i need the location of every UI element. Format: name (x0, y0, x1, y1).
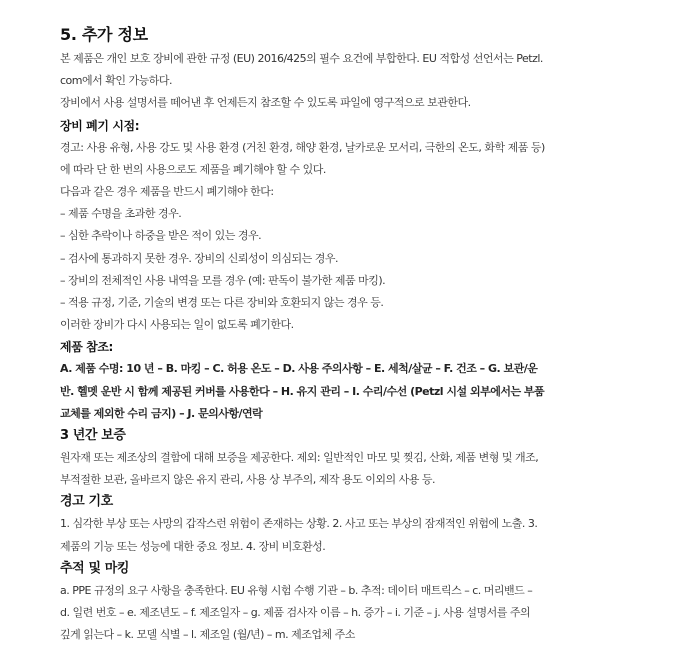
retirement-intro: 다음과 같은 경우 제품을 반드시 폐기해야 한다: (60, 185, 274, 199)
retirement-warning-line: 경고: 사용 유형, 사용 강도 및 사용 환경 (거친 환경, 해양 환경, 날카로운 모서리, 극한의 온도, 화학 제품 등) (60, 140, 545, 154)
intro-line: com에서 확인 가능하다. (60, 74, 172, 88)
retirement-warning-line: 에 따라 단 한 번의 사용으로도 제품을 폐기해야 할 수 있다. (60, 162, 326, 176)
traceability-line: a. PPE 규정의 요구 사항을 충족한다. EU 유형 시험 수행 기관 – b. 추적: 데이터 매트릭스 – c. 머리밴드 – (60, 583, 533, 597)
product-reference-heading: 제품 참조: (60, 340, 113, 355)
retirement-case: – 제품 수명을 초과한 경우. (60, 207, 182, 221)
product-reference-line: 교체를 제외한 수리 금지) – J. 문의사항/연락 (60, 406, 263, 420)
product-reference-line: A. 제품 수명: 10 년 – B. 마킹 – C. 허용 온도 – D. 사용 주의사항 – E. 세척/살균 – F. 건조 – G. 보관/운 (60, 362, 538, 376)
section-title: 5. 추가 정보 (60, 25, 148, 44)
traceability-line: d. 일련 번호 – e. 제조년도 – f. 제조일자 – g. 제품 검사자 이름 – h. 증가 – i. 기준 – j. 사용 설명서를 주의 (60, 606, 531, 620)
retirement-closing: 이러한 장비가 다시 사용되는 일이 없도록 폐기한다. (60, 318, 294, 332)
retirement-case: – 검사에 통과하지 못한 경우. 장비의 신뢰성이 의심되는 경우. (60, 251, 338, 265)
retirement-case: – 장비의 전체적인 사용 내역을 모를 경우 (예: 판독이 불가한 제품 마킹). (60, 273, 386, 287)
warning-symbols-line: 1. 심각한 부상 또는 사망의 갑작스런 위험이 존재하는 상황. 2. 사고 또는 부상의 잠재적인 위험에 노출. 3. (60, 517, 538, 531)
warning-symbols-heading: 경고 기호 (60, 494, 113, 510)
warning-symbols-line: 제품의 기능 또는 성능에 대한 중요 정보. 4. 장비 비호환성. (60, 539, 326, 553)
traceability-line: 깊게 읽는다 – k. 모델 식별 – l. 제조일 (월/년) – m. 제조업체 주소 (60, 628, 355, 642)
intro-line: 본 제품은 개인 보호 장비에 관한 규정 (EU) 2016/425의 필수 요건에 부합한다. EU 적합성 선언서는 Petzl. (60, 52, 543, 65)
warranty-line: 원자재 또는 제조상의 결함에 대해 보증을 제공한다. 제외: 일반적인 마모 및 찢김, 산화, 제품 변형 및 개조, (60, 451, 539, 465)
retirement-case: – 적용 규정, 기준, 기술의 변경 또는 다른 장비와 호환되지 않는 경우 등. (60, 296, 384, 310)
intro-line: 장비에서 사용 설명서를 떼어낸 후 언제든지 참조할 수 있도록 파일에 영구적으로 보관한다. (60, 96, 471, 110)
document-page (60, 24, 600, 646)
retirement-heading: 장비 폐기 시점: (60, 118, 140, 133)
retirement-case: – 심한 추락이나 하중을 받은 적이 있는 경우. (60, 229, 262, 243)
warranty-heading: 3 년간 보증 (60, 428, 126, 444)
product-reference-line: 반. 헬멧 운반 시 함께 제공된 커버를 사용한다 – H. 유지 관리 – I. 수리/수선 (Petzl 시설 외부에서는 부품 (60, 384, 545, 398)
warranty-line: 부적절한 보관, 올바르지 않은 유지 관리, 사용 상 부주의, 제작 용도 이외의 사용 등. (60, 473, 435, 487)
traceability-heading: 추적 및 마킹 (60, 560, 130, 576)
